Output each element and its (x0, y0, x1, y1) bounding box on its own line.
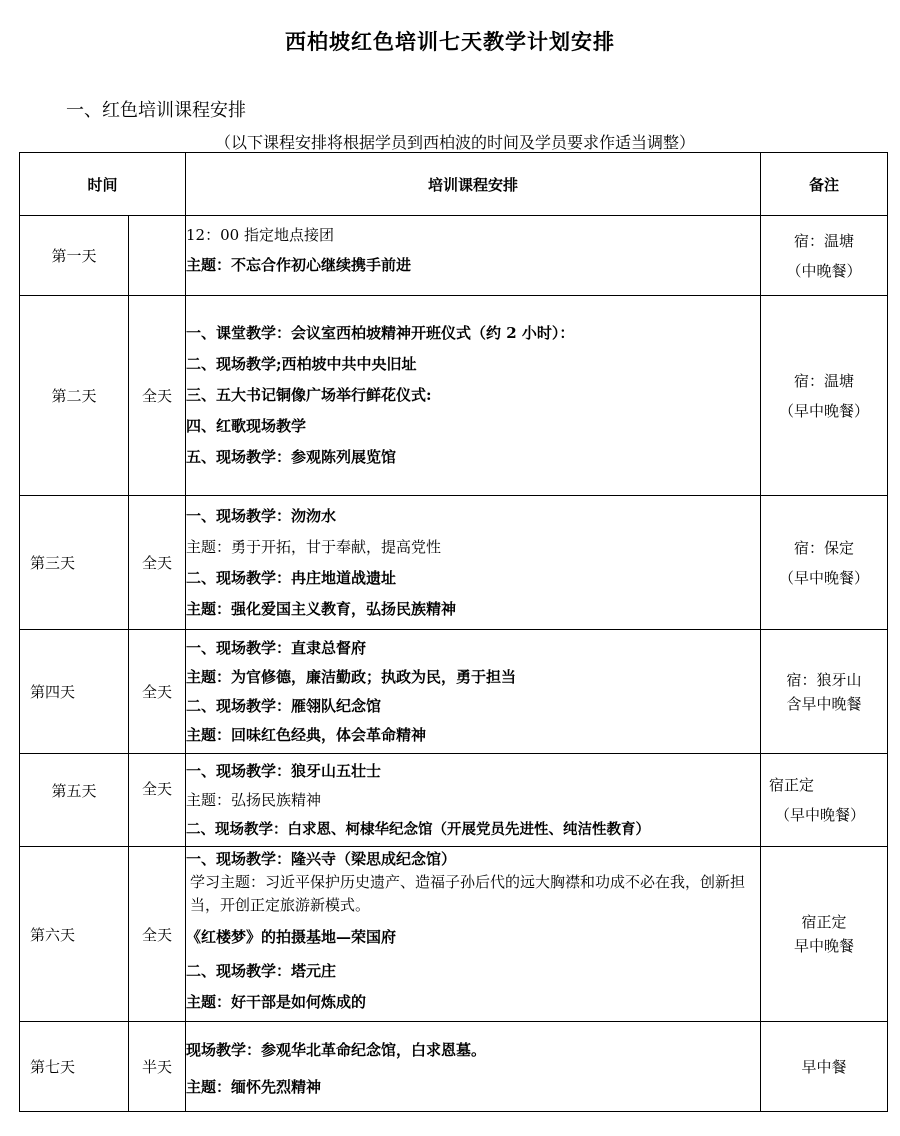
course-line: 一、课堂教学：会议室西柏坡精神开班仪式（约 2 小时）： (186, 324, 575, 342)
table-row (20, 847, 888, 1022)
remark-line: 宿：保定 (794, 538, 855, 557)
course-line: 二、现场教学;西柏坡中共中央旧址 (186, 355, 417, 373)
remark-line: （早中晚餐） (779, 568, 870, 587)
course-line: 主题：好干部是如何炼成的 (186, 993, 367, 1011)
course-cell (186, 754, 761, 847)
remark-cell (761, 496, 888, 630)
remark-cell (761, 1022, 888, 1112)
course-line: 主题：回味红色经典，体会革命精神 (186, 725, 427, 744)
day-label: 第一天 (20, 216, 129, 296)
day-label: 第三天 (20, 496, 129, 630)
course-cell (186, 630, 761, 754)
course-line: 二、现场教学：塔元庄 (186, 962, 337, 980)
remark-cell (761, 847, 888, 1022)
day-label: 第五天 (20, 754, 129, 847)
remark-line: 宿正定 (801, 913, 847, 931)
remark-cell (761, 630, 888, 754)
course-line: 二、现场教学：冉庄地道战遗址 (186, 568, 397, 587)
remark-line: 宿：温塘 (794, 371, 855, 390)
day-label: 第二天 (20, 296, 129, 496)
course-line: 主题：弘扬民族精神 (186, 790, 322, 809)
remark-line: （中晚餐） (786, 261, 862, 280)
remark-cell (761, 296, 888, 496)
day-span: 全天 (129, 296, 186, 496)
day-span: 全天 (129, 847, 186, 1022)
course-line: 主题：勇于开拓，甘于奉献，提高党性 (186, 537, 442, 556)
course-line: 一、现场教学：隆兴寺（梁思成纪念馆） (186, 850, 457, 868)
course-line: 主题：不忘合作初心继续携手前进 (186, 256, 412, 274)
remark-line: 宿：温塘 (794, 231, 855, 250)
course-line (186, 663, 760, 692)
course-line: 一、现场教学：沕沕水 (186, 506, 337, 525)
day-span: 半天 (129, 1022, 186, 1112)
course-line: 一、现场教学：直隶总督府 (186, 638, 367, 657)
table-header-row (20, 153, 888, 216)
table-row (20, 496, 888, 630)
remark-line: 早中晚餐 (794, 937, 855, 955)
course-line: 学习主题：习近平保护历史遗产、造福子孙后代的远大胸襟和功成不必在我，创新担当，开创正定旅游新模式。 (190, 873, 746, 914)
remark-line: （早中晚餐） (779, 401, 870, 420)
theme-label: 主题： (186, 667, 232, 686)
course-cell (186, 296, 761, 496)
day-span: 全天 (129, 754, 186, 847)
table-row (20, 296, 888, 496)
remark-cell (761, 754, 888, 847)
remark-line: 早中餐 (801, 1057, 847, 1076)
course-line: 五、现场教学：参观陈列展览馆 (186, 448, 397, 466)
course-line: 《红楼梦》的拍摄基地—荣国府 (186, 928, 397, 946)
remark-line: （早中晚餐） (775, 806, 866, 824)
course-line: 主题：强化爱国主义教育，弘扬民族精神 (186, 599, 457, 618)
table-row (20, 1022, 888, 1112)
header-time: 时间 (20, 153, 186, 216)
header-course: 培训课程安排 (186, 153, 761, 216)
course-line: 主题：缅怀先烈精神 (186, 1077, 322, 1096)
course-cell (186, 216, 761, 296)
table-row (20, 630, 888, 754)
section-heading: 一、红色培训课程安排 (66, 100, 246, 121)
course-cell (186, 496, 761, 630)
remark-line: 含早中晚餐 (786, 694, 862, 713)
theme-text: 为官修德，廉洁勤政；执政为民，勇于担当 (231, 667, 517, 686)
day-span: 全天 (129, 630, 186, 754)
header-remark: 备注 (761, 153, 888, 216)
course-line: 四、红歌现场教学 (186, 417, 307, 435)
remark-cell (761, 216, 888, 296)
remark-line: 宿正定 (769, 776, 815, 794)
schedule-table (19, 152, 888, 1112)
course-line: 二、现场教学：雁翎队纪念馆 (186, 696, 382, 715)
course-cell (186, 847, 761, 1022)
course-line: 一、现场教学：狼牙山五壮士 (186, 761, 382, 780)
course-line: 三、五大书记铜像广场举行鲜花仪式: (186, 386, 432, 404)
course-cell (186, 1022, 761, 1112)
day-label: 第六天 (20, 847, 129, 1022)
remark-line: 宿：狼牙山 (786, 670, 862, 689)
day-label: 第四天 (20, 630, 129, 754)
day-span: 全天 (129, 496, 186, 630)
table-row (20, 754, 888, 847)
course-line: 二、现场教学：白求恩、柯棣华纪念馆（开展党员先进性、纯洁性教育） (186, 820, 651, 838)
course-line: 12：00 指定地点接团 (186, 226, 334, 244)
day-span (129, 216, 186, 296)
day-label: 第七天 (20, 1022, 129, 1112)
page-title: 西柏坡红色培训七天教学计划安排 (285, 29, 615, 54)
schedule-note: （以下课程安排将根据学员到西柏波的时间及学员要求作适当调整） (214, 133, 695, 152)
table-row (20, 216, 888, 296)
course-line: 现场教学：参观华北革命纪念馆，白求恩墓。 (186, 1040, 487, 1059)
